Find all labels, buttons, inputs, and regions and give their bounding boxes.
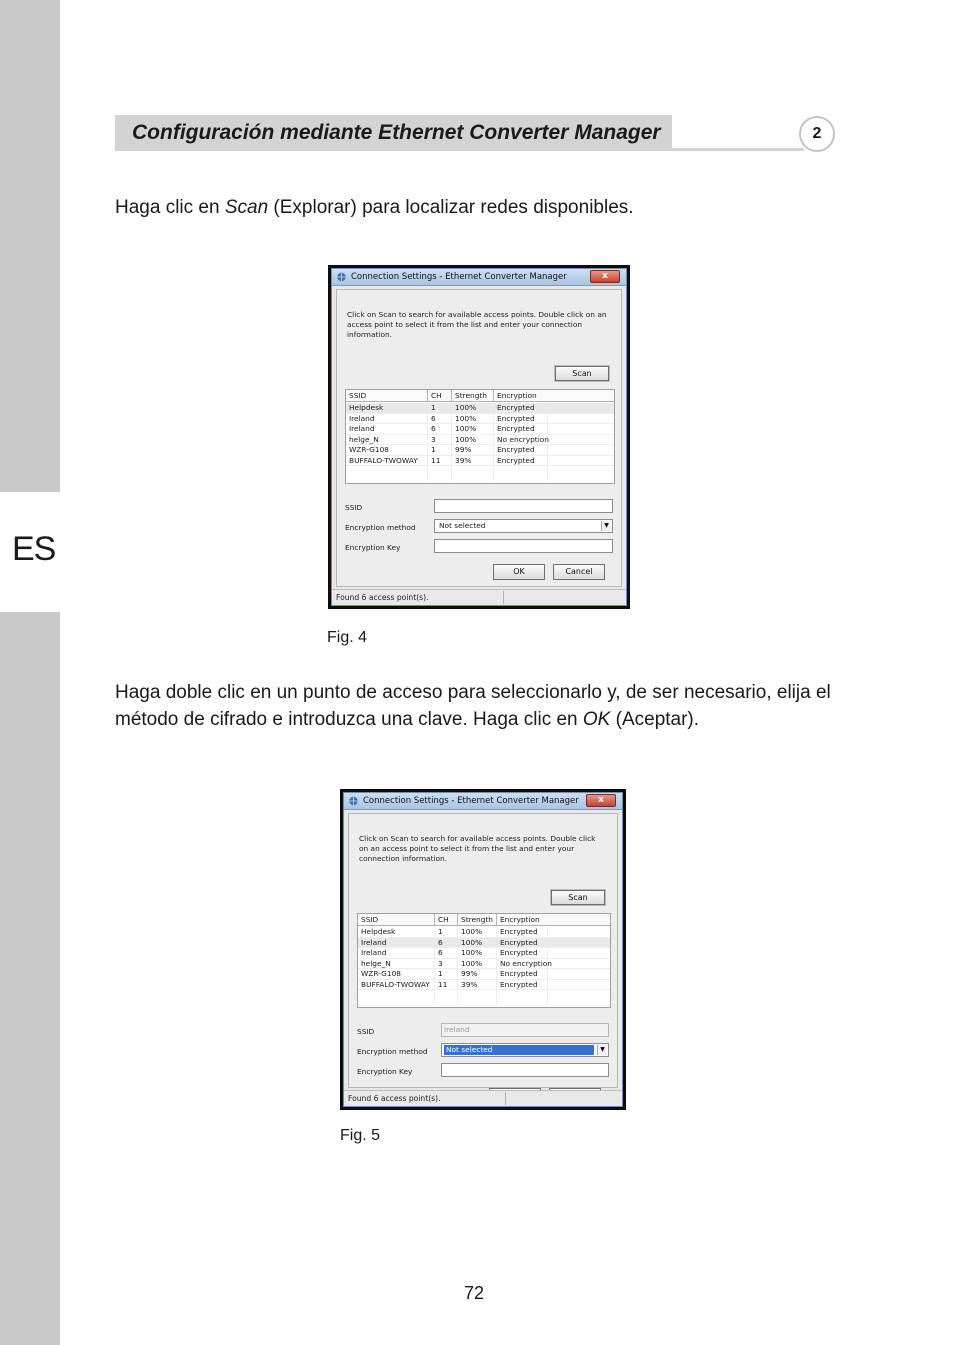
column-header[interactable]: SSID <box>349 391 367 400</box>
ap-ssid: Ireland <box>361 948 387 957</box>
chapter-number-badge: 2 <box>799 116 835 152</box>
access-point-row[interactable] <box>346 456 614 467</box>
column-header[interactable]: CH <box>427 390 451 401</box>
dropdown-arrow-icon[interactable]: ▼ <box>601 521 611 531</box>
dialog-window <box>343 792 623 1107</box>
ap-strength: 100% <box>455 424 477 433</box>
ap-ssid: Ireland <box>349 413 375 423</box>
ap-strength: 100% <box>455 434 477 444</box>
close-icon: x <box>602 271 608 281</box>
ap-strength: 39% <box>455 455 472 465</box>
ap-strength: 100% <box>455 403 477 412</box>
language-label: ES <box>12 530 56 568</box>
ap-encryption: Encrypted <box>497 445 535 454</box>
ap-encryption: Encrypted <box>500 927 538 936</box>
section-title: Configuración mediante Ethernet Converter Manager <box>132 121 661 144</box>
encryption-method-select[interactable] <box>441 1043 609 1057</box>
access-point-row[interactable] <box>358 980 610 991</box>
dialog-title: Connection Settings - Ethernet Converter Manager <box>351 272 567 282</box>
dialog-title: Connection Settings - Ethernet Converter Manager <box>363 796 579 806</box>
ap-encryption: Encrypted <box>500 937 538 947</box>
dialog-titlebar[interactable] <box>332 269 626 286</box>
instruction-paragraph-2 <box>115 679 845 733</box>
access-point-list[interactable] <box>345 389 615 484</box>
ssid-label: SSID <box>345 503 363 512</box>
ap-ssid: BUFFALO-TWOWAY <box>349 455 418 465</box>
status-divider <box>505 1092 506 1105</box>
app-globe-icon <box>348 796 359 806</box>
dialog-titlebar[interactable] <box>344 793 622 810</box>
access-point-list[interactable] <box>357 913 611 1008</box>
column-header[interactable]: Strength <box>457 914 496 925</box>
section-header-rule <box>672 148 804 151</box>
column-header[interactable]: Strength <box>451 390 493 401</box>
side-strip <box>0 0 60 1345</box>
ap-channel: 11 <box>438 979 448 989</box>
access-point-row[interactable] <box>358 938 610 949</box>
para2-emphasis: OK <box>582 709 611 730</box>
dialog-client-area <box>348 813 618 1088</box>
encryption-method-label: Encryption method <box>357 1047 428 1056</box>
ap-ssid: Helpdesk <box>349 403 384 412</box>
ap-ssid: WZR-G108 <box>361 969 401 978</box>
ap-encryption: Encrypted <box>500 969 538 978</box>
para1-emphasis: Scan <box>224 197 269 218</box>
ssid-field[interactable]: Ireland <box>441 1023 609 1037</box>
ssid-label: SSID <box>357 1027 375 1036</box>
ap-channel: 6 <box>438 948 443 957</box>
ap-strength: 100% <box>461 937 483 947</box>
ap-strength: 100% <box>461 927 483 936</box>
encryption-key-label: Encryption Key <box>357 1067 413 1076</box>
access-point-row[interactable] <box>358 969 610 980</box>
access-point-row[interactable] <box>346 414 614 425</box>
ap-channel: 6 <box>438 937 443 947</box>
encryption-key-label: Encryption Key <box>345 543 401 552</box>
ap-ssid: Ireland <box>361 937 387 947</box>
ok-button[interactable]: OK <box>493 564 545 580</box>
status-text: Found 6 access point(s). <box>348 1094 441 1103</box>
encryption-method-select[interactable] <box>434 519 613 533</box>
ap-strength: 99% <box>455 445 472 454</box>
column-header[interactable]: CH <box>434 914 457 925</box>
access-point-row[interactable] <box>346 403 614 414</box>
dialog-instructions: Click on Scan to search for available access points. Double click on an access point to select it from the list and enter your connection information. <box>347 310 607 339</box>
status-text: Found 6 access point(s). <box>336 593 429 602</box>
dropdown-arrow-icon[interactable]: ▼ <box>597 1045 607 1055</box>
access-point-row[interactable] <box>346 424 614 435</box>
encryption-key-field[interactable] <box>434 539 613 553</box>
ap-encryption: Encrypted <box>500 979 538 989</box>
ap-encryption: No encryption <box>497 434 549 444</box>
ap-ssid: helge_N <box>349 434 379 444</box>
ap-encryption: No encryption <box>500 958 552 968</box>
access-point-row[interactable] <box>346 435 614 446</box>
instruction-paragraph-1 <box>115 194 835 221</box>
ap-channel: 1 <box>431 445 436 454</box>
ap-encryption: Encrypted <box>497 413 535 423</box>
encryption-method-label: Encryption method <box>345 523 416 532</box>
app-globe-icon <box>336 272 347 282</box>
ap-encryption: Encrypted <box>497 424 535 433</box>
list-header <box>358 914 610 926</box>
ap-ssid: WZR-G108 <box>349 445 389 454</box>
page-number: 72 <box>464 1283 485 1303</box>
ap-channel: 3 <box>438 958 443 968</box>
list-header <box>346 390 614 402</box>
status-bar <box>344 1090 622 1106</box>
column-header[interactable]: Encryption <box>493 390 547 401</box>
ap-channel: 1 <box>438 927 443 936</box>
access-point-row[interactable] <box>358 948 610 959</box>
ssid-field[interactable] <box>434 499 613 513</box>
ap-channel: 6 <box>431 424 436 433</box>
ap-ssid: helge_N <box>361 958 391 968</box>
column-header[interactable]: SSID <box>361 915 379 924</box>
figure-4-screenshot <box>328 265 630 609</box>
close-button[interactable] <box>586 794 616 807</box>
para2-text: Haga doble clic en un punto de acceso para seleccionarlo y, de ser necesario, elija el método de cifrado e introduzca una clave. Haga clic en <box>115 682 831 730</box>
para2-text-end: (Aceptar). <box>610 709 700 730</box>
access-point-row[interactable] <box>358 927 610 938</box>
scan-button[interactable]: Scan <box>551 890 605 905</box>
encryption-method-value: Not selected <box>439 521 486 530</box>
cancel-button[interactable]: Cancel <box>553 564 605 580</box>
dialog-window <box>331 268 627 606</box>
figure-5-screenshot <box>340 789 626 1110</box>
ap-channel: 6 <box>431 413 436 423</box>
encryption-key-field[interactable] <box>441 1063 609 1077</box>
para1-text: Haga clic en <box>115 197 225 218</box>
close-button[interactable] <box>590 270 620 283</box>
ap-channel: 1 <box>438 969 443 978</box>
ap-strength: 99% <box>461 969 478 978</box>
ap-strength: 100% <box>461 948 483 957</box>
ap-strength: 100% <box>455 413 477 423</box>
figure-4-caption: Fig. 4 <box>327 629 368 646</box>
close-icon: x <box>598 795 604 805</box>
ap-encryption: Encrypted <box>500 948 538 957</box>
ap-channel: 3 <box>431 434 436 444</box>
ap-channel: 11 <box>431 455 441 465</box>
scan-button[interactable]: Scan <box>555 366 609 381</box>
dialog-client-area <box>336 289 622 587</box>
ap-ssid: BUFFALO-TWOWAY <box>361 979 430 989</box>
encryption-method-value: Not selected <box>444 1045 594 1055</box>
ap-ssid: Ireland <box>349 424 375 433</box>
dialog-instructions: Click on Scan to search for available access points. Double click on an access point to select it from the list and enter your connection information. <box>359 834 596 863</box>
column-header[interactable]: Encryption <box>496 914 547 925</box>
status-divider <box>503 591 504 604</box>
status-bar <box>332 589 626 605</box>
figure-5-caption: Fig. 5 <box>340 1127 381 1144</box>
ap-strength: 100% <box>461 958 483 968</box>
para1-text-end: (Explorar) para localizar redes disponibles. <box>268 197 634 218</box>
access-point-row[interactable] <box>358 959 610 970</box>
ap-channel: 1 <box>431 403 436 412</box>
ap-encryption: Encrypted <box>497 403 535 412</box>
access-point-row[interactable] <box>346 445 614 456</box>
ap-encryption: Encrypted <box>497 455 535 465</box>
ap-strength: 39% <box>461 979 478 989</box>
ap-ssid: Helpdesk <box>361 927 396 936</box>
